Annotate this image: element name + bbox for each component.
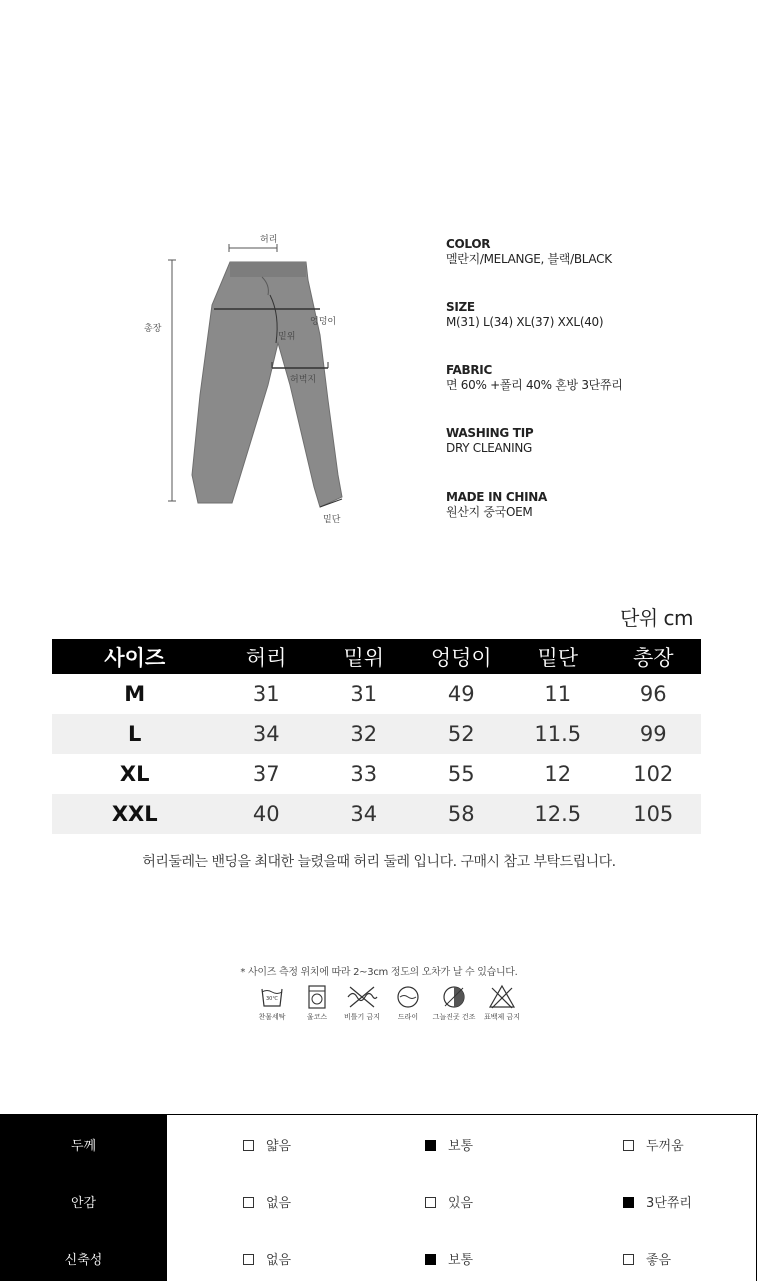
- option-text: 보통: [448, 1139, 474, 1154]
- size-cell: XXL: [52, 794, 217, 834]
- checkbox: [623, 1140, 634, 1151]
- checkbox-checked: [623, 1197, 634, 1208]
- value-cell: 55: [447, 762, 475, 786]
- dry-clean-icon: [395, 984, 421, 1010]
- value-cell: 102: [633, 762, 674, 786]
- feature-label: 두께: [70, 1139, 97, 1154]
- feature-option: [243, 1184, 291, 1224]
- feature-option: [425, 1127, 473, 1167]
- header-cell: 밑위: [315, 639, 413, 674]
- checkbox: [425, 1197, 436, 1208]
- spec-color: [446, 237, 612, 267]
- feature-option: [243, 1127, 291, 1167]
- diagram-label-rise: 밑위: [278, 332, 296, 342]
- care-item-hand-wash: [250, 984, 294, 1022]
- checkbox: [243, 1140, 254, 1151]
- spec-washing-title: WASHING TIP: [446, 426, 534, 440]
- spec-made-title: MADE IN CHINA: [446, 490, 547, 504]
- feature-label: 안감: [70, 1196, 97, 1211]
- value-cell: 49: [447, 682, 475, 706]
- size-cell: L: [52, 714, 217, 754]
- wool-course-icon: [304, 984, 330, 1010]
- table-row: [52, 794, 701, 834]
- value-cell: 31: [350, 682, 378, 706]
- option-text: 있음: [448, 1196, 474, 1211]
- spec-washing-value: DRY CLEANING: [446, 441, 533, 455]
- table-row: [52, 674, 701, 714]
- size-cell: XL: [119, 762, 150, 786]
- size-cell: M: [124, 682, 146, 706]
- spec-color-value: 멜란지/MELANGE, 블랙/BLACK: [446, 252, 612, 266]
- option-text: 없음: [266, 1196, 292, 1211]
- measurement-note: * 사이즈 측정 위치에 따라 2~3cm 정도의 오차가 날 수 있습니다.: [240, 967, 518, 978]
- shade-dry-icon: [441, 984, 467, 1010]
- feature-option: [243, 1241, 291, 1281]
- value-cell: 37: [252, 762, 280, 786]
- diagram-label-hip: 엉덩이: [310, 317, 337, 327]
- size-table: [52, 639, 701, 834]
- feature-row-stretch: [0, 1241, 758, 1281]
- option-text: 3단쮸리: [646, 1196, 692, 1211]
- header-cell: 밑단: [510, 639, 605, 674]
- value-cell: 58: [413, 794, 511, 834]
- checkbox: [243, 1254, 254, 1265]
- table-row: [52, 754, 701, 794]
- checkbox-checked: [425, 1254, 436, 1265]
- option-text: 얇음: [266, 1139, 292, 1154]
- care-item-dry-clean: [386, 984, 430, 1022]
- header-cell: 총장: [606, 639, 702, 674]
- care-label: 비틀기 금지: [343, 1013, 381, 1021]
- option-text: 두꺼움: [646, 1139, 684, 1154]
- care-item-wool: [295, 984, 339, 1022]
- spec-color-title: COLOR: [446, 237, 491, 251]
- care-label: 울코스: [306, 1013, 328, 1021]
- feature-option: [425, 1241, 473, 1281]
- value-cell: 105: [606, 794, 702, 834]
- header-cell: 허리: [217, 639, 315, 674]
- svg-text:30℃: 30℃: [266, 996, 278, 1002]
- header-cell: 엉덩이: [413, 639, 511, 674]
- spec-size-title: SIZE: [446, 300, 475, 314]
- option-text: 보통: [448, 1253, 474, 1268]
- no-bleach-icon: [488, 984, 516, 1010]
- value-cell: 31: [252, 682, 280, 706]
- spec-washing: [446, 426, 533, 456]
- unit-label: 단위 cm: [620, 606, 693, 630]
- feature-label: 신축성: [64, 1253, 103, 1268]
- header-cell: 사이즈: [52, 639, 217, 674]
- care-icons: [250, 984, 530, 1024]
- care-label: 찬물세탁: [258, 1013, 286, 1021]
- feature-row-lining: [0, 1184, 758, 1224]
- option-text: 좋음: [646, 1253, 672, 1268]
- care-label: 표백제 금지: [483, 1013, 521, 1021]
- diagram-label-total-length: 총장: [144, 324, 162, 334]
- value-cell: 52: [413, 714, 511, 754]
- spec-fabric-value: 면 60% +폴리 40% 혼방 3단쮸리: [446, 378, 623, 392]
- care-item-no-wring: [340, 984, 384, 1022]
- value-cell: 34: [315, 794, 413, 834]
- feature-row-thickness: [0, 1127, 758, 1167]
- feature-option: [623, 1184, 692, 1224]
- table-row: [52, 714, 701, 754]
- spec-size-value: M(31) L(34) XL(37) XXL(40): [446, 315, 604, 329]
- feature-option: [623, 1127, 684, 1167]
- value-cell: 12: [544, 762, 572, 786]
- diagram-label-waist: 허리: [260, 235, 278, 245]
- care-item-shade-dry: [432, 984, 476, 1022]
- value-cell: 12.5: [510, 794, 605, 834]
- size-table-note: 허리둘레는 밴딩을 최대한 늘렸을때 허리 둘레 입니다. 구매시 참고 부탁드립니다.: [142, 854, 616, 870]
- value-cell: 34: [217, 714, 315, 754]
- hand-wash-icon: [259, 984, 285, 1010]
- value-cell: 11.5: [510, 714, 605, 754]
- spec-made-value: 원산지 중국OEM: [446, 505, 533, 519]
- feature-option: [425, 1184, 473, 1224]
- spec-fabric-title: FABRIC: [446, 363, 492, 377]
- pants-illustration: [130, 225, 370, 535]
- value-cell: 11: [544, 682, 572, 706]
- value-cell: 40: [217, 794, 315, 834]
- checkbox-checked: [425, 1140, 436, 1151]
- value-cell: 99: [606, 714, 702, 754]
- checkbox: [623, 1254, 634, 1265]
- pants-measurement-diagram: [130, 225, 370, 535]
- checkbox: [243, 1197, 254, 1208]
- spec-size: [446, 300, 603, 330]
- diagram-label-thigh: 허벅지: [290, 375, 317, 385]
- care-label: 그늘진곳 건조: [432, 1013, 476, 1021]
- diagram-label-hem: 밑단: [323, 515, 341, 525]
- value-cell: 96: [639, 682, 667, 706]
- spec-fabric: [446, 363, 623, 393]
- spec-made: [446, 490, 547, 520]
- value-cell: 33: [350, 762, 378, 786]
- size-table-header: [52, 639, 701, 674]
- no-wring-icon: [345, 984, 379, 1010]
- option-text: 없음: [266, 1253, 292, 1268]
- care-item-no-bleach: [480, 984, 524, 1022]
- feature-option: [623, 1241, 671, 1281]
- care-label: 드라이: [397, 1013, 419, 1021]
- feature-table: [0, 1114, 758, 1281]
- value-cell: 32: [315, 714, 413, 754]
